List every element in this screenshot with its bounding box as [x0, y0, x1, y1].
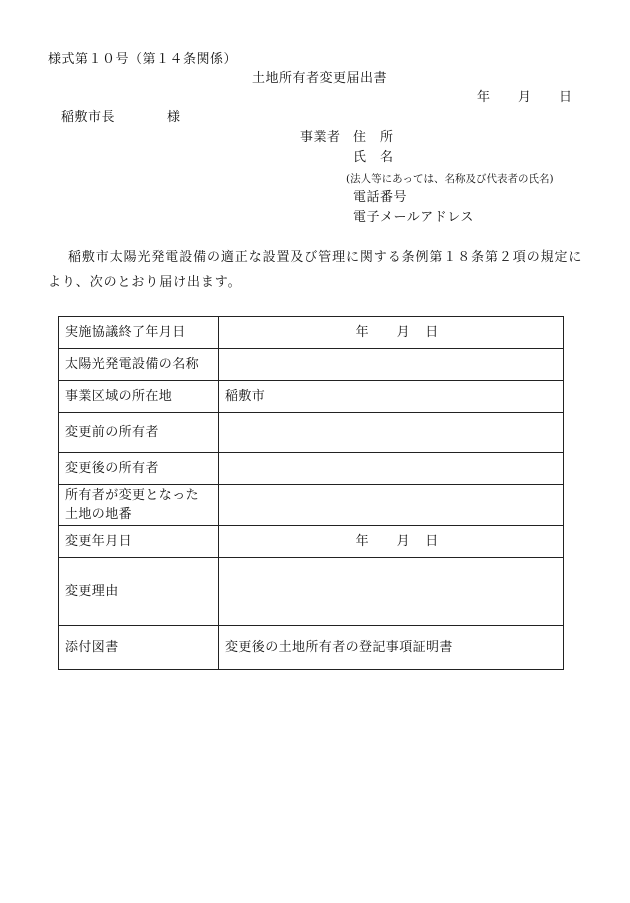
row-value: 変更後の土地所有者の登記事項証明書 [219, 626, 564, 670]
date-month-label: 月 [396, 325, 410, 340]
row-label: 所有者が変更となった 土地の地番 [59, 485, 219, 526]
form-table-body [59, 317, 564, 670]
date-month-label: 月 [396, 534, 410, 549]
table-row [59, 349, 564, 381]
corporation-note: (法人等にあっては、名称及び代表者の氏名) [346, 173, 554, 185]
name-label: 氏 名 [353, 150, 394, 165]
date-year-label: 年 [355, 325, 369, 340]
table-row [59, 381, 564, 413]
document-title: 土地所有者変更届出書 [252, 71, 388, 86]
row-label: 変更後の所有者 [59, 453, 219, 485]
row-value [219, 485, 564, 526]
row-label: 太陽光発電設備の名称 [59, 349, 219, 381]
table-row [59, 317, 564, 349]
addressee-name: 稲敷市長 [61, 110, 116, 125]
phone-label: 電話番号 [353, 190, 408, 205]
table-row [59, 453, 564, 485]
email-label: 電子メールアドレス [353, 210, 474, 225]
row-value [219, 317, 564, 349]
form-table [58, 316, 564, 670]
row-value [219, 453, 564, 485]
table-row [59, 485, 564, 526]
date-day-label: 日 [425, 325, 439, 340]
row-label: 変更年月日 [59, 526, 219, 558]
row-label: 変更理由 [59, 558, 219, 626]
date-year-label: 年 [477, 90, 491, 105]
row-value [219, 349, 564, 381]
row-label: 事業区域の所在地 [59, 381, 219, 413]
date-month-label: 月 [518, 90, 532, 105]
row-value: 稲敷市 [219, 381, 564, 413]
row-label: 実施協議終了年月日 [59, 317, 219, 349]
date-day-label: 日 [559, 90, 573, 105]
table-row [59, 413, 564, 453]
row-label: 添付図書 [59, 626, 219, 670]
row-label: 変更前の所有者 [59, 413, 219, 453]
body-text: 稲敷市太陽光発電設備の適正な設置及び管理に関する条例第１８条第２項の規定により、次のとおり届け出ます。 [48, 250, 583, 290]
date-placeholder [343, 325, 438, 340]
applicant-role-label: 事業者 [300, 130, 341, 145]
address-label: 住 所 [353, 130, 394, 145]
date-year-label: 年 [355, 534, 369, 549]
table-row [59, 526, 564, 558]
row-value [219, 413, 564, 453]
table-row [59, 626, 564, 670]
row-value [219, 558, 564, 626]
row-value [219, 526, 564, 558]
date-day-label: 日 [425, 534, 439, 549]
date-placeholder [343, 534, 438, 549]
table-row [59, 558, 564, 626]
form-number: 様式第１０号（第１４条関係） [48, 52, 238, 67]
addressee-honorific: 様 [167, 110, 181, 125]
